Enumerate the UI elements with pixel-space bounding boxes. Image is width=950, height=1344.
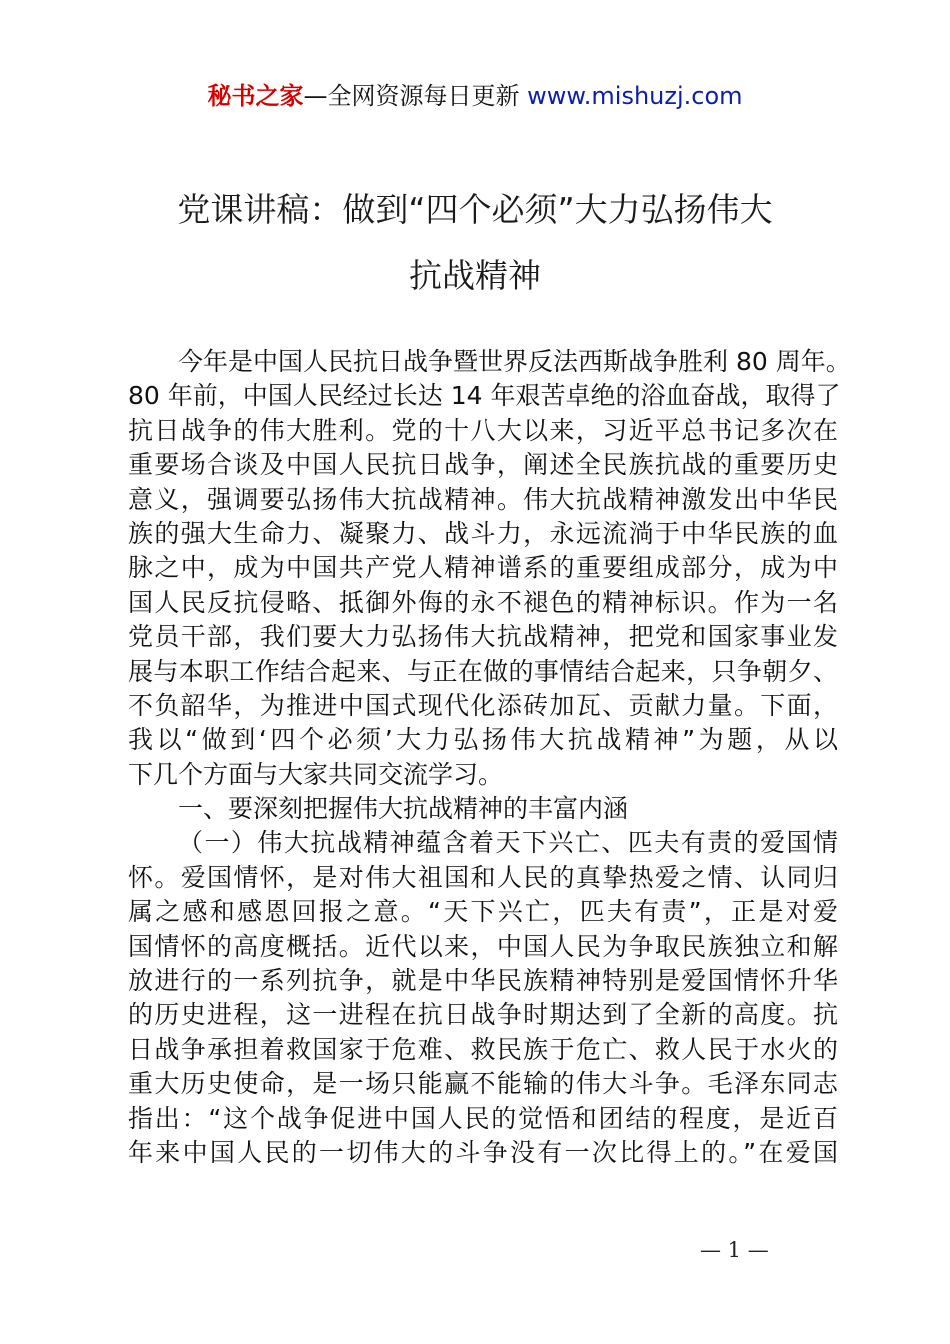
body-line: 重大历史使命，是一场只能赢不能输的伟大斗争。毛泽东同志 (128, 1069, 838, 1099)
body-line: 80 年前，中国人民经过长达 14 年艰苦卓绝的浴血奋战，取得了 (128, 381, 841, 411)
site-slogan: —全网资源每日更新 (303, 82, 528, 110)
body-line: （一）伟大抗战精神蕴含着天下兴亡、匹夫有责的爱国情 (178, 828, 838, 858)
body-line: 年来中国人民的一切伟大的斗争没有一次比得上的。”在爱国 (128, 1137, 838, 1167)
section-heading: 一、要深刻把握伟大抗战精神的丰富内涵 (178, 794, 629, 824)
body-line: 意义，强调要弘扬伟大抗战精神。伟大抗战精神激发出中华民 (128, 484, 838, 514)
body-line: 抗日战争的伟大胜利。党的十八大以来，习近平总书记多次在 (128, 415, 838, 445)
body-line: 国人民反抗侵略、抵御外侮的永不褪色的精神标识。作为一名 (128, 587, 838, 617)
site-url-link[interactable]: www.mishuzj.com (527, 82, 743, 110)
body-line: 国情怀的高度概括。近代以来，中国人民为争取民族独立和解 (128, 931, 838, 961)
body-line: 属之感和感恩回报之意。“天下兴亡，匹夫有责”，正是对爱 (128, 897, 838, 927)
body-line: 怀。爱国情怀，是对伟大祖国和人民的真挚热爱之情、认同归 (128, 862, 838, 892)
body-line: 下几个方面与大家共同交流学习。 (128, 759, 504, 789)
body-line: 放进行的一系列抗争，就是中华民族精神特别是爱国情怀升华 (128, 966, 838, 996)
body-line: 日战争承担着救国家于危难、救民族于危亡、救人民于水火的 (128, 1034, 838, 1064)
site-header (0, 80, 950, 112)
body-line: 今年是中国人民抗日战争暨世界反法西斯战争胜利 80 周年。 (178, 347, 851, 376)
body-line: 展与本职工作结合起来、与正在做的事情结合起来，只争朝夕、 (128, 656, 838, 686)
body-line: 我以“做到‘四个必须’大力弘扬伟大抗战精神”为题，从以 (128, 725, 838, 755)
site-brand-name: 秘书之家 (207, 82, 304, 110)
body-line: 不负韶华，为推进中国式现代化添砖加瓦、贡献力量。下面， (128, 690, 838, 720)
body-line: 指出：“这个战争促进中国人民的觉悟和团结的程度，是近百 (128, 1103, 838, 1133)
document-body (128, 345, 851, 1170)
document-title-line-2: 抗战精神 (409, 256, 541, 295)
body-line: 重要场合谈及中国人民抗日战争，阐述全民族抗战的重要历史 (128, 450, 838, 480)
body-line: 脉之中，成为中国共产党人精神谱系的重要组成部分，成为中 (128, 553, 838, 583)
page-number: — 1 — (700, 1238, 769, 1262)
body-line: 族的强大生命力、凝聚力、战斗力，永远流淌于中华民族的血 (128, 518, 838, 548)
document-title-line-1: 党课讲稿：做到“四个必须”大力弘扬伟大 (177, 190, 773, 229)
body-line: 党员干部，我们要大力弘扬伟大抗战精神，把党和国家事业发 (128, 622, 838, 652)
body-line: 的历史进程，这一进程在抗日战争时期达到了全新的高度。抗 (128, 1000, 838, 1030)
